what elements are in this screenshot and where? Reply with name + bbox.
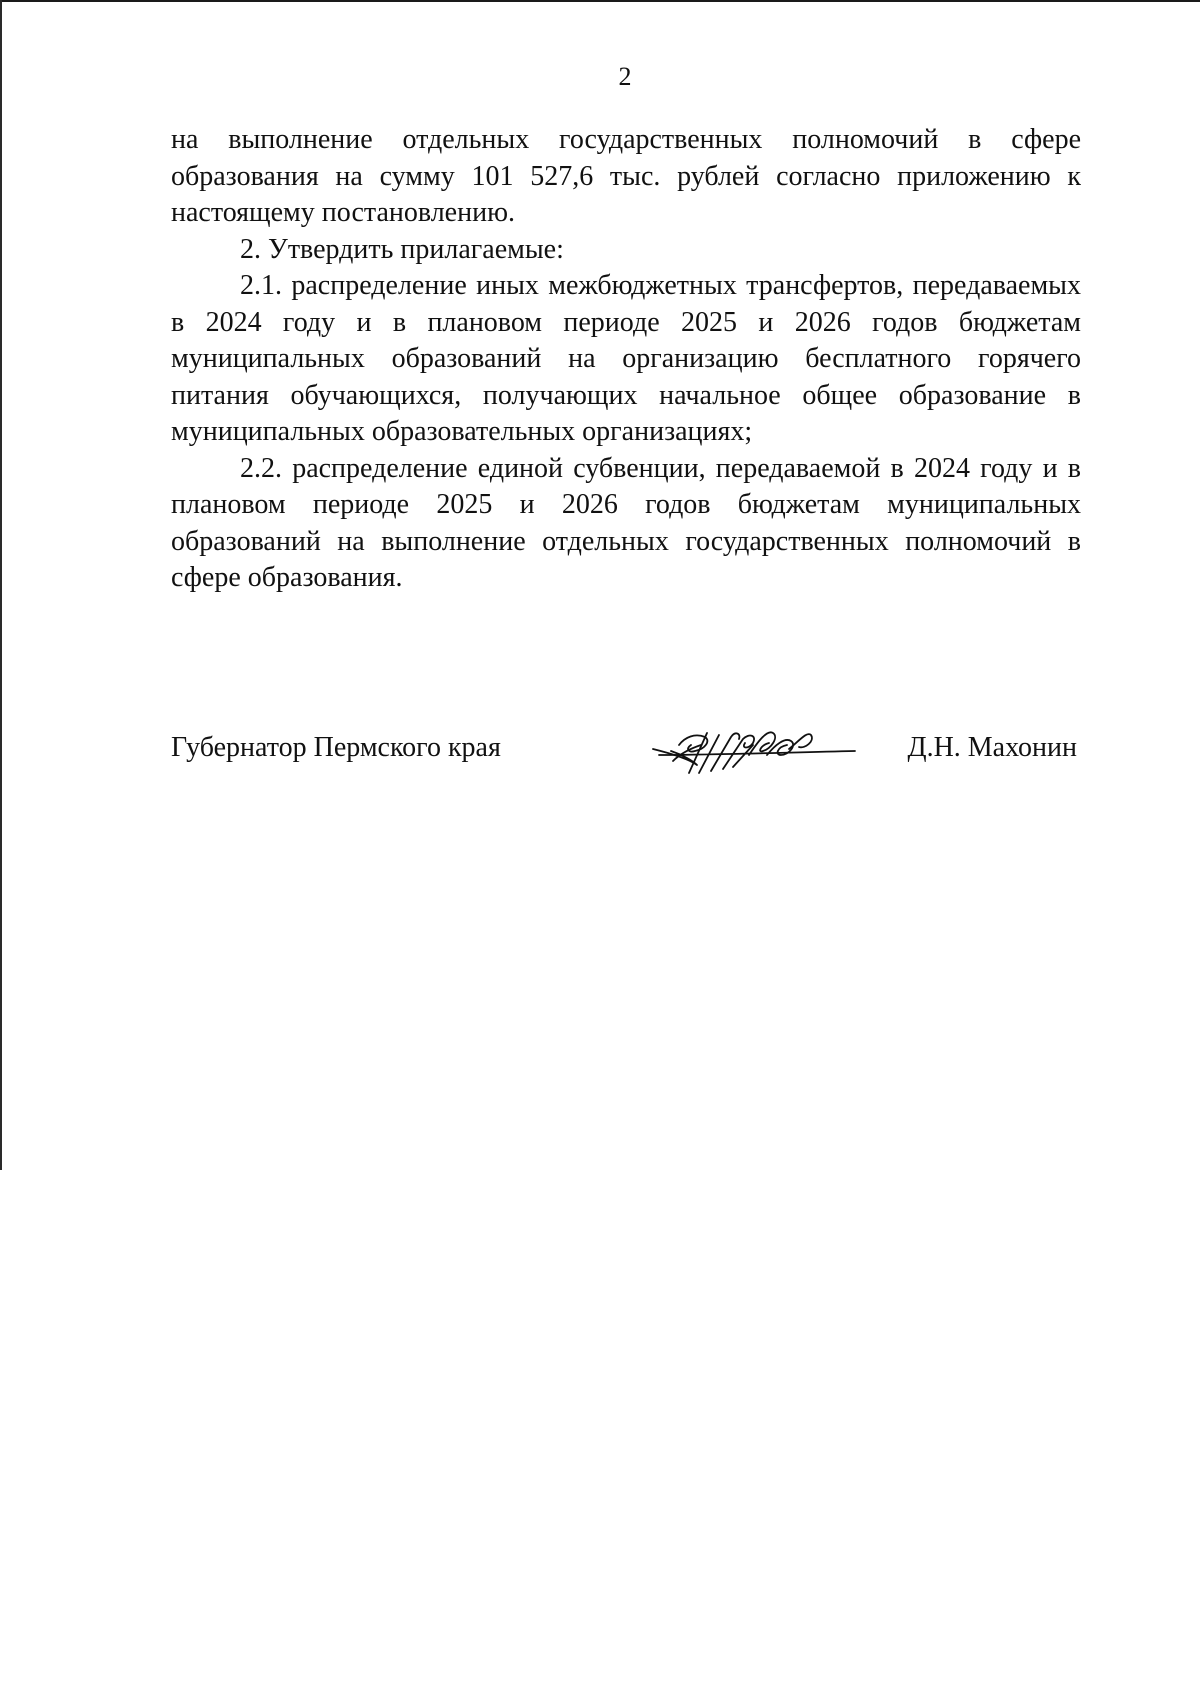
document-body [171, 122, 1081, 597]
paragraph-item-2: 2. Утвердить прилагаемые: [240, 233, 564, 265]
paragraph-continuation: на выполнение отдельных государственных полномочий в сфере образования на сумму 101 527,6 тыс. рублей согласно приложению к настоящему постановлению. [171, 124, 1081, 228]
scan-edge-left [0, 0, 2, 1170]
scan-edge-top [0, 0, 1200, 2]
signer-title: Губернатор Пермского края [171, 732, 501, 763]
paragraph-item-2-1: 2.1. распределение иных межбюджетных трансфертов, передаваемых в 2024 году и в плановом периоде 2025 и 2026 годов бюджетам муниципальных образований на организацию бесплатного горячего питания обучающихся, получающих начальное общее образование в муниципальных образовательных организациях; [171, 270, 1081, 447]
handwritten-signature [649, 715, 859, 785]
page-number: 2 [618, 62, 632, 91]
signer-name: Д.Н. Махонин [907, 732, 1077, 763]
signature-block [171, 715, 1081, 785]
paragraph-item-2-2: 2.2. распределение единой субвенции, передаваемой в 2024 году и в плановом периоде 2025 и 2026 годов бюджетам муниципальных образований на выполнение отдельных государственных полномочий в сфере образования. [171, 452, 1081, 593]
